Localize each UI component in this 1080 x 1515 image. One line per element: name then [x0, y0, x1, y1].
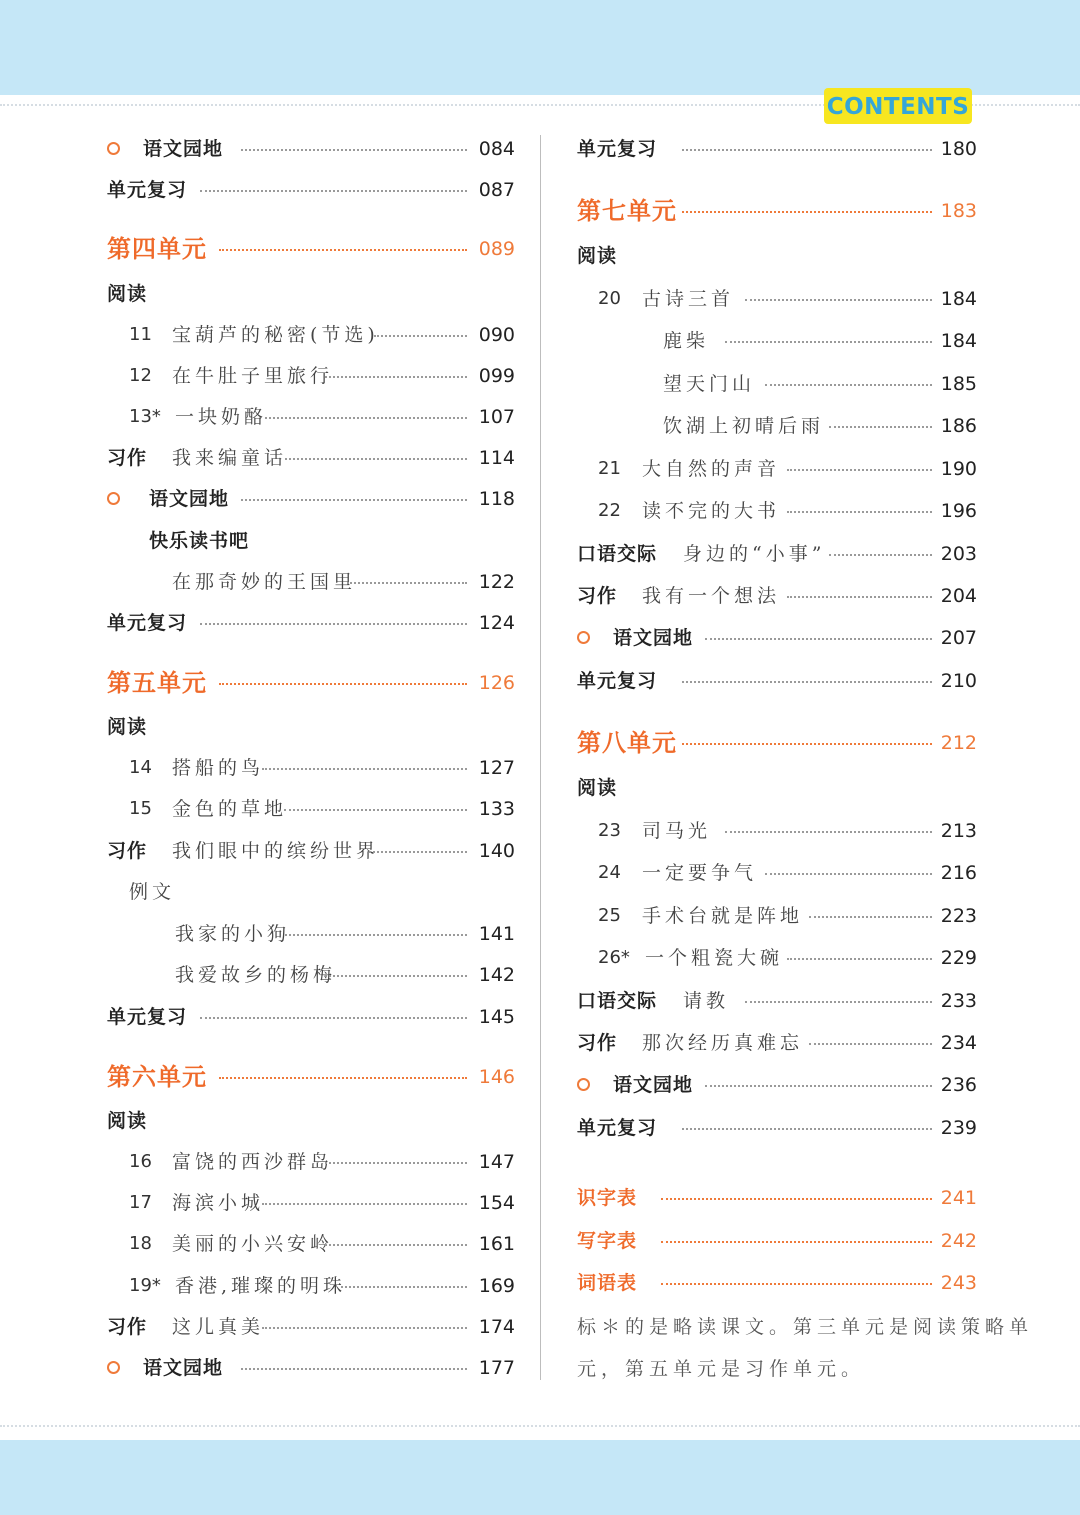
- toc-entry[interactable]: 单元复习 210: [577, 670, 977, 692]
- toc-entry[interactable]: 单元复习 087: [107, 179, 515, 201]
- toc-entry[interactable]: 口语交际 请教 233: [577, 990, 977, 1012]
- toc-entry[interactable]: 13* 一块奶酪 107: [129, 406, 515, 428]
- top-band: [0, 0, 1080, 95]
- toc-entry[interactable]: 语文园地 177: [107, 1353, 515, 1383]
- toc-entry[interactable]: 饮湖上初晴后雨 186: [663, 415, 977, 437]
- toc-entry[interactable]: 单元复习 180: [577, 138, 977, 160]
- toc-entry[interactable]: 19* 香港,璀璨的明珠 169: [129, 1275, 515, 1297]
- toc-entry[interactable]: 习作 那次经历真难忘 234: [577, 1032, 977, 1054]
- toc-entry[interactable]: 习作 我有一个想法 204: [577, 585, 977, 607]
- toc-entry[interactable]: 语文园地 084: [107, 134, 515, 164]
- appendix-entry[interactable]: 写字表 242: [577, 1230, 977, 1252]
- toc-entry[interactable]: 23 司马光 213: [598, 820, 977, 842]
- toc-entry[interactable]: 20 古诗三首 184: [598, 288, 977, 310]
- appendix-entry[interactable]: 词语表 243: [577, 1272, 977, 1294]
- toc-entry[interactable]: 单元复习 145: [107, 1006, 515, 1028]
- toc-entry[interactable]: 习作 我们眼中的缤纷世界 140: [107, 840, 515, 862]
- toc-entry[interactable]: 望天门山 185: [663, 373, 977, 395]
- circle-bullet-icon: [107, 142, 120, 155]
- toc-entry[interactable]: 24 一定要争气 216: [598, 862, 977, 884]
- toc-entry[interactable]: 语文园地 236: [577, 1070, 977, 1100]
- toc-entry[interactable]: 语文园地 118: [107, 484, 515, 514]
- toc-entry[interactable]: 习作 这儿真美 174: [107, 1316, 515, 1338]
- circle-bullet-icon: [107, 1361, 120, 1374]
- toc-entry[interactable]: 我爱故乡的杨梅 142: [175, 964, 515, 986]
- circle-bullet-icon: [107, 492, 120, 505]
- footnote-line-2: 元，第五单元是习作单元。: [577, 1358, 866, 1380]
- toc-entry[interactable]: 语文园地 207: [577, 623, 977, 653]
- toc-entry[interactable]: 12 在牛肚子里旅行 099: [129, 365, 515, 387]
- toc-entry[interactable]: 26* 一个粗瓷大碗 229: [598, 947, 977, 969]
- toc-entry[interactable]: 16 富饶的西沙群岛 147: [129, 1151, 515, 1173]
- appendix-entry[interactable]: 识字表 241: [577, 1187, 977, 1209]
- toc-entry[interactable]: 口语交际 身边的“小事” 203: [577, 543, 977, 565]
- circle-bullet-icon: [577, 1078, 590, 1091]
- toc-entry[interactable]: 习作 我来编童话 114: [107, 447, 515, 469]
- circle-bullet-icon: [577, 631, 590, 644]
- toc-entry[interactable]: 鹿柴 184: [663, 330, 977, 352]
- footnote-line-1: 标＊的是略读课文。第三单元是阅读策略单: [577, 1316, 1034, 1338]
- toc-entry[interactable]: 11 宝葫芦的秘密(节选) 090: [129, 324, 515, 346]
- unit-heading[interactable]: 第八单元 212: [577, 728, 977, 757]
- toc-entry[interactable]: 25 手术台就是阵地 223: [598, 905, 977, 927]
- toc-entry[interactable]: 18 美丽的小兴安岭 161: [129, 1233, 515, 1255]
- unit-heading[interactable]: 第四单元 089: [107, 234, 515, 263]
- unit-heading[interactable]: 第七单元 183: [577, 196, 977, 225]
- bottom-dotted-rule: [0, 1425, 1080, 1427]
- toc-entry[interactable]: 15 金色的草地 133: [129, 798, 515, 820]
- contents-badge: CONTENTS: [824, 88, 972, 124]
- toc-entry[interactable]: 17 海滨小城 154: [129, 1192, 515, 1214]
- unit-heading[interactable]: 第五单元 126: [107, 668, 515, 697]
- unit-heading[interactable]: 第六单元 146: [107, 1062, 515, 1091]
- toc-entry[interactable]: 14 搭船的鸟 127: [129, 757, 515, 779]
- toc-entry[interactable]: 在那奇妙的王国里 122: [172, 571, 515, 593]
- column-divider: [540, 135, 541, 1380]
- toc-entry[interactable]: 22 读不完的大书 196: [598, 500, 977, 522]
- toc-entry[interactable]: 单元复习 239: [577, 1117, 977, 1139]
- toc-entry[interactable]: 21 大自然的声音 190: [598, 458, 977, 480]
- bottom-band: [0, 1440, 1080, 1515]
- toc-entry[interactable]: 单元复习 124: [107, 612, 515, 634]
- toc-entry[interactable]: 我家的小狗 141: [175, 923, 515, 945]
